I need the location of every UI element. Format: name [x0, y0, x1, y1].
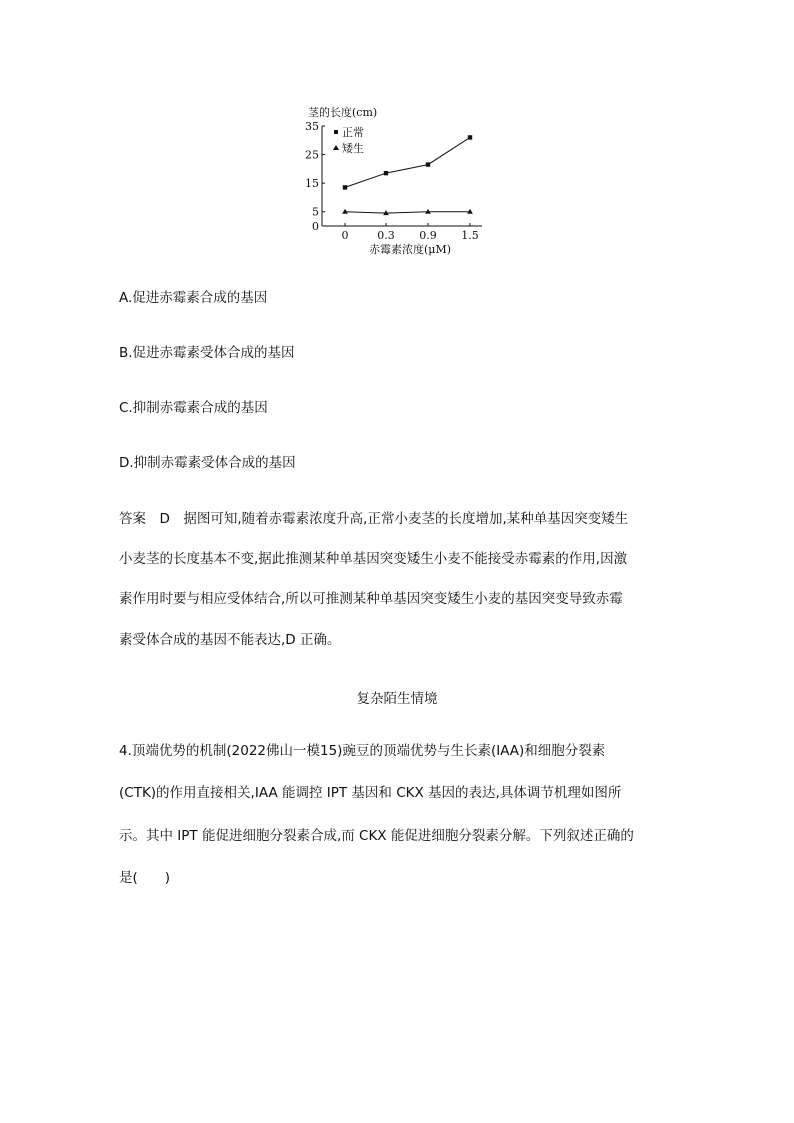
data-point-square: [343, 185, 347, 189]
data-point-square: [426, 162, 430, 166]
answer-line-1: 答案 D 据图可知,随着赤霉素浓度升高,正常小麦茎的长度增加,某种单基因突变矮生: [119, 511, 629, 527]
y-tick-label: 35: [305, 120, 319, 133]
chart-legend: [333, 125, 364, 155]
question-line-2: (CTK)的作用直接相关,IAA 能调控 IPT 基因和 CKX 基因的表达,具体调节机理如图所: [119, 785, 622, 801]
x-tick-label: 0.3: [377, 229, 395, 242]
y-tick-label: 15: [305, 177, 319, 191]
x-axis-label: 赤霉素浓度(μM): [369, 243, 451, 256]
legend-label: 正常: [342, 126, 364, 139]
legend-triangle-marker: [333, 145, 339, 150]
option-a: A.促进赤霉素合成的基因: [119, 290, 268, 306]
y-tick-label: 0: [312, 220, 319, 233]
stem-length-chart: [300, 100, 500, 260]
option-d: D.抑制赤霉素受体合成的基因: [119, 455, 296, 471]
series-line-2: [345, 212, 470, 213]
legend-square-marker: [334, 130, 338, 134]
data-point-square: [384, 171, 388, 175]
y-tick-labels: [305, 120, 319, 233]
x-tick-label: 0.9: [419, 229, 437, 242]
y-tick-label: 5: [312, 205, 319, 219]
question-line-4: 是( ): [119, 870, 171, 886]
answer-line-4: 素受体合成的基因不能表达,D 正确。: [119, 632, 341, 648]
y-tick-label: 25: [305, 148, 319, 162]
x-tick-labels: [342, 229, 479, 242]
question-line-3: 示。其中 IPT 能促进细胞分裂素合成,而 CKX 能促进细胞分裂素分解。下列叙述正确的: [119, 828, 634, 844]
data-point-square: [468, 135, 472, 139]
answer-line-3: 素作用时要与相应受体结合,所以可推测某种单基因突变矮生小麦的基因突变导致赤霉: [119, 591, 623, 607]
x-tick-label: 1.5: [461, 229, 479, 242]
data-point-triangle: [342, 209, 348, 214]
option-b: B.促进赤霉素受体合成的基因: [119, 345, 295, 361]
x-tick-label: 0: [341, 229, 349, 242]
y-axis-label: 茎的长度(cm): [308, 106, 378, 119]
answer-line-2: 小麦茎的长度基本不变,据此推测某种单基因突变矮生小麦不能接受赤霉素的作用,因激: [119, 551, 628, 567]
question-line-1: 4.顶端优势的机制(2022佛山一模15)豌豆的顶端优势与生长素(IAA)和细胞分裂素: [119, 743, 606, 759]
section-title: 复杂陌生情境: [356, 691, 438, 707]
option-c: C.抑制赤霉素合成的基因: [119, 400, 268, 416]
chart-svg: [300, 100, 500, 260]
legend-label: 矮生: [342, 142, 364, 155]
